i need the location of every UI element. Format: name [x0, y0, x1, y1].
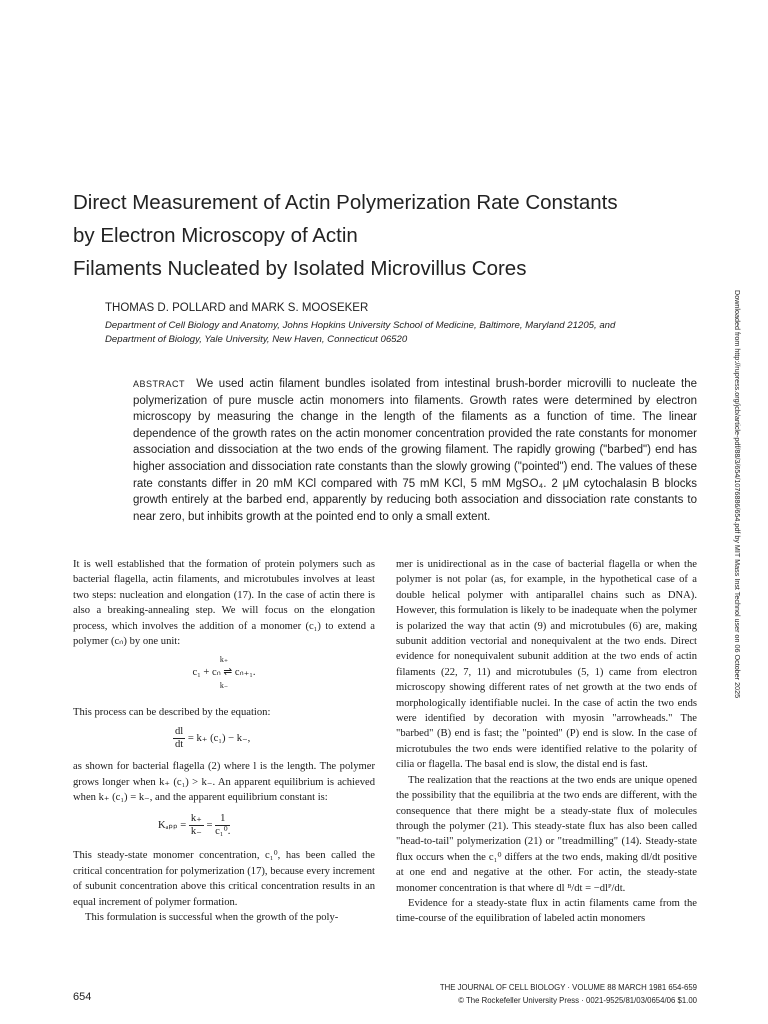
- authors: THOMAS D. POLLARD and MARK S. MOOSEKER: [105, 302, 369, 314]
- title-line: Filaments Nucleated by Isolated Microvillus Cores: [73, 257, 527, 280]
- rate-constant-forward: k₊: [219, 655, 229, 665]
- fraction-k-ratio: [189, 813, 204, 838]
- equation-lhs: Kₐₚₚ =: [158, 820, 187, 832]
- paragraph: mer is unidirectional as in the case of bacterial flagella or when the polymer is not polar (as, for example, in the hypothetical case of a double helical polymer with antiparallel chains such as DNA). However, this formulation is likely to be inadequate when the polymer is polarized the way that actin (9) and microtubules (6) are, making subunit addition vectorial and nonequivalent at the two ends. Direct evidence for nonequivalent subunit addition at the two ends of actin filaments (22, 7, 11) and microtubules (5, 1) came from electron microscopy showing different rates of net growth at the two ends of morphologically identifiable nuclei. In the case of actin the two ends were identified by decoration with myosin "arrowheads." The "barbed" (B) end is fast; the "pointed" (P) end is slow. In the case of microtubules the two ends were identified relative to the polarity of cilia or flagella. The basal end is slow, the distal end is fast.: [396, 559, 697, 771]
- paragraph: This process can be described by the equation:: [73, 706, 271, 718]
- denominator: k₋: [190, 826, 202, 838]
- page-number: 654: [73, 991, 92, 1003]
- fraction-dl-dt: [173, 726, 185, 751]
- reaction-expression: c₁ + cₙ ⇌ cₙ₊₁.: [192, 667, 256, 679]
- paragraph: This steady-state monomer concentration, c₁⁰, has been called the critical concentration for polymerization (17), because every increment of subunit concentration above this critical concentration results in an equal increment of polymer formation.: [73, 850, 375, 908]
- rate-constant-reverse: k₋: [219, 680, 229, 690]
- journal-citation: THE JOURNAL OF CELL BIOLOGY · VOLUME 88 MARCH 1981 654-659: [439, 983, 697, 992]
- title-line: Direct Measurement of Actin Polymerization Rate Constants: [73, 191, 618, 214]
- numerator: 1: [215, 813, 230, 826]
- article-title: [73, 186, 713, 285]
- paragraph: This formulation is successful when the growth of the poly-: [85, 912, 339, 924]
- equation-rhs: = k₊ (c₁) − k₋,: [187, 733, 251, 745]
- paragraph: The realization that the reactions at the two ends are unique opened the possibility that the equilibria at the two ends are different, with the consequence that there might be a steady-state flux of molecules through the polymer (21). This steady-state flux has also been called "head-to-tail" polymerization (21) or "treadmilling" (14). Steady-state flux occurs when the c₁⁰ differs at the two ends, making dl/dt positive at one end and negative at the other. For actin, the steady-state monomer concentration is that where dl ᴮ/dt = −dlᴾ/dt.: [396, 774, 697, 894]
- equation-rate: [173, 726, 375, 751]
- affiliation-line: Department of Biology, Yale University, New Haven, Connecticut 06520: [105, 334, 408, 345]
- affiliations: [105, 319, 665, 347]
- fraction-critical: [215, 813, 230, 838]
- body-column-left: [73, 557, 375, 926]
- paragraph: as shown for bacterial flagella (2) where l is the length. The polymer grows longer when k₊ (c₁) > k₋. An apparent equilibrium is achieved when k₊ (c₁) = k₋, and the apparent equilibrium constant is:: [73, 761, 375, 804]
- numerator: k₊: [190, 813, 202, 825]
- denominator: dt: [175, 739, 184, 751]
- abstract-label: ABSTRACT: [133, 379, 186, 389]
- publisher-line: © The Rockefeller University Press · 0021-9525/81/03/0654/06 $1.00: [458, 996, 697, 1005]
- paragraph: Evidence for a steady-state flux in actin filaments came from the time-course of the equilibration of labeled actin monomers: [396, 897, 697, 925]
- equation-kapp: [158, 813, 375, 838]
- abstract: [133, 376, 697, 525]
- equation-reaction: [73, 655, 375, 690]
- title-line: by Electron Microscopy of Actin: [73, 224, 358, 247]
- download-watermark: Downloaded from http://rupress.org/jcb/article-pdf/88/3/654/1076886/654.pdf by MIT Mass Inst Technol user on 06 October 2025: [733, 290, 742, 699]
- affiliation-line: Department of Cell Biology and Anatomy, Johns Hopkins University School of Medicine, Baltimore, Maryland 21205, and: [105, 320, 616, 331]
- equals-sign: =: [206, 820, 213, 832]
- body-column-right: [396, 557, 697, 927]
- numerator: dl: [175, 726, 184, 738]
- abstract-text: We used actin filament bundles isolated from intestinal brush-border microvilli to nucleate the polymerization of pure muscle actin monomers into filaments. Growth rates were determined by electron microscopy by measuring the change in the length of the filaments as a function of time. The linear dependence of the growth rates on the actin monomer concentration provided the rate constants for monomer association and dissociation at the two ends of the growing filament. The rapidly growing ("barbed") end has higher association and dissociation rate constants than the slowly growing ("pointed") end. The values of these rate constants differ in 20 mM KCl compared with 75 mM KCl, 5 mM MgSO₄. 2 μM cytochalasin B blocks growth entirely at the barbed end, apparently by reducing both association and dissociation rate constants to near zero, but inhibits growth at the pointed end to only a small extent.: [133, 378, 697, 523]
- paragraph: It is well established that the formation of protein polymers such as bacterial flagella, actin filaments, and microtubules involves at least two steps: nucleation and elongation (17). In the case of actin there is also a breaking-annealing step. We will focus on the elongation process, which involves the addition of a monomer (c₁) to extend a polymer (cₙ) by one unit:: [73, 559, 375, 648]
- denominator: c₁⁰.: [215, 826, 231, 838]
